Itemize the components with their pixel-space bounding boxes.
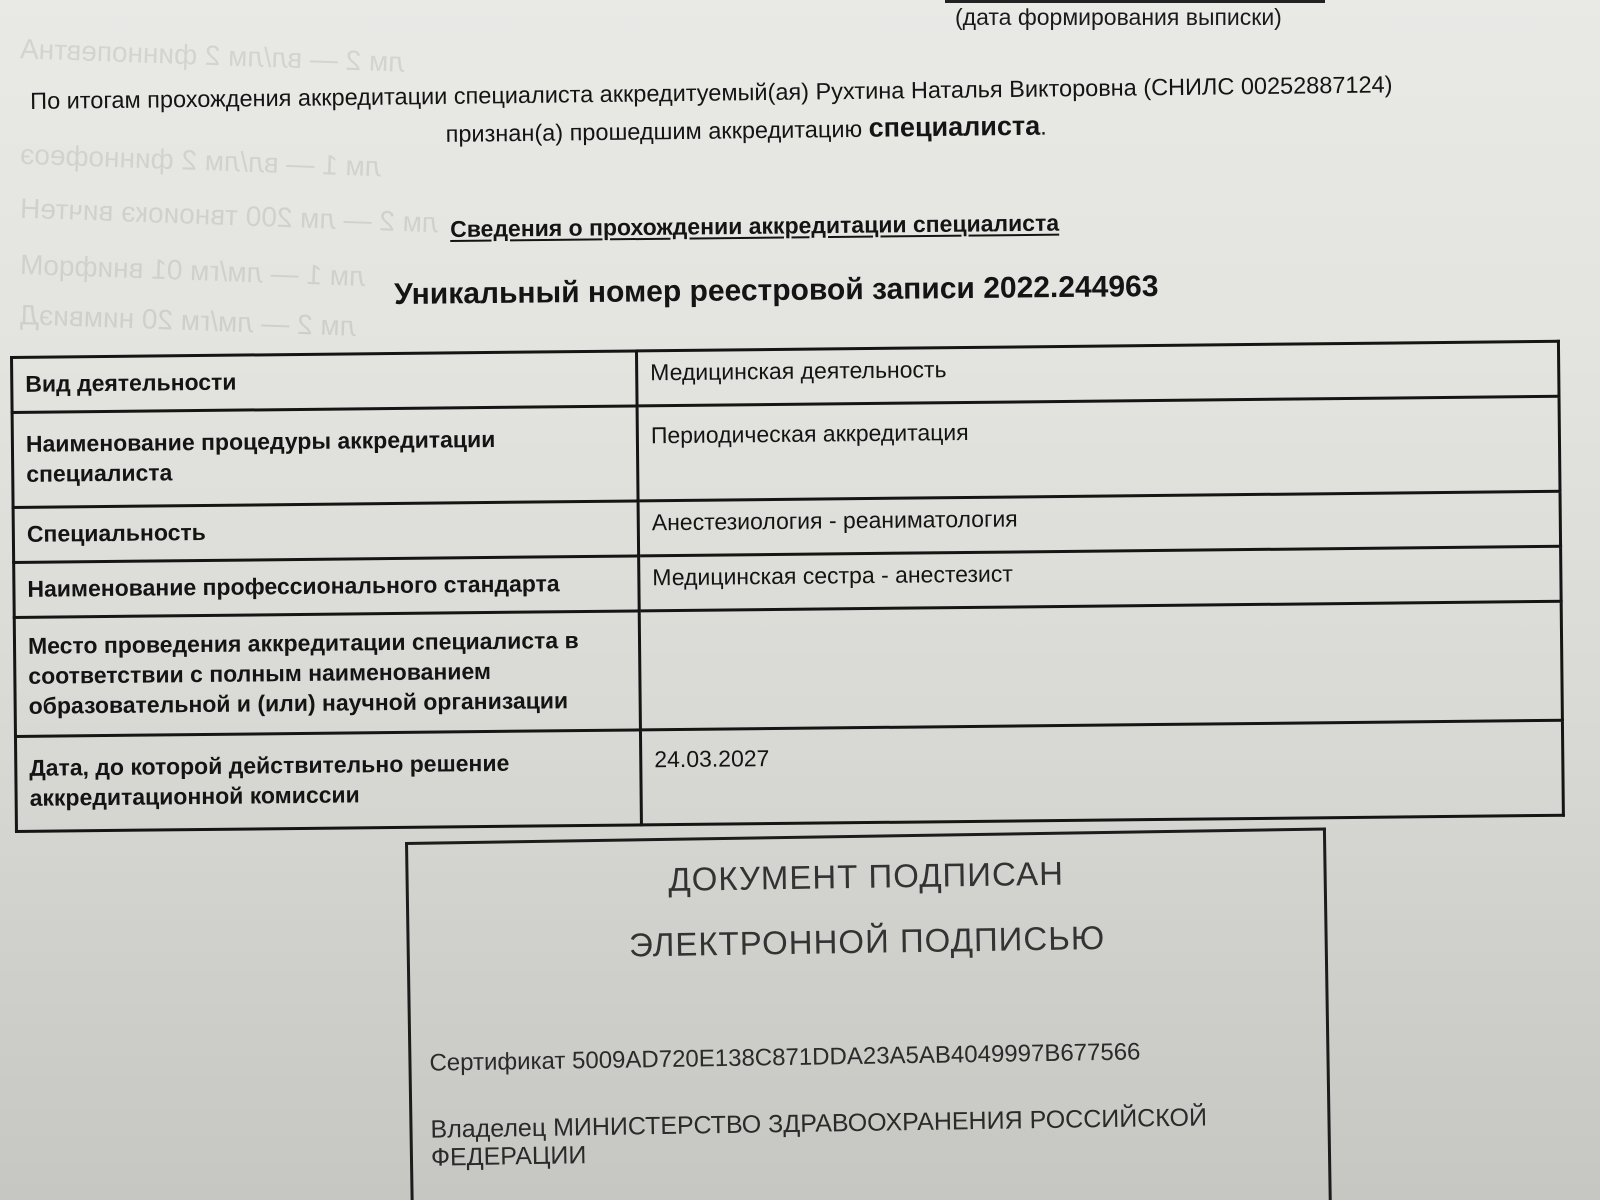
row-value: 24.03.2027 — [640, 720, 1563, 825]
row-value: Периодическая аккредитация — [637, 396, 1560, 501]
table-row — [12, 396, 1560, 507]
stamp-heading-line-1: ДОКУМЕНТ ПОДПИСАН — [668, 854, 1065, 898]
stamp-heading-line-2: ЭЛЕКТРОННОЙ ПОДПИСЬЮ — [628, 919, 1106, 964]
row-label: Специальность — [13, 501, 639, 563]
table-row — [15, 720, 1563, 831]
bleed-through-text: лм 2 — вл/лм 2 финнопевтнА — [19, 33, 406, 78]
row-label: Наименование процедуры аккредитации специалиста — [12, 406, 638, 508]
accreditation-table — [10, 340, 1565, 833]
row-label: Вид деятельности — [12, 351, 638, 413]
intro-paragraph — [30, 65, 1551, 158]
formed-date-caption: (дата формирования выписки) — [955, 4, 1282, 30]
row-value: Анестезиология - реаниматология — [638, 491, 1561, 556]
table-row — [14, 601, 1562, 736]
intro-line-2: признан(а) прошедшим аккредитацию специалиста. — [445, 110, 1047, 147]
section-title: Сведения о прохождении аккредитации специалиста — [450, 209, 1060, 242]
row-label: Дата, до которой действительно решение аккредитационной комиссии — [15, 730, 641, 832]
stamp-certificate: Сертификат 5009AD720E138C871DDA23A5AB4049997B677566 — [429, 1038, 1141, 1077]
row-label: Наименование профессионального стандарта — [14, 556, 640, 618]
row-value: Медицинская сестра - анестезист — [639, 546, 1562, 611]
row-value: Медицинская деятельность — [636, 341, 1559, 406]
row-label: Место проведения аккредитации специалиста в соответствии с полным наименованием образовательной и (или) научной организации — [14, 611, 640, 737]
bleed-through-text: лм 1 — вл/лм 2 финнофеоэ — [19, 138, 382, 183]
intro-emphasis: специалиста — [868, 110, 1041, 143]
date-underline — [945, 0, 1325, 3]
stamp-owner: Владелец МИНИСТЕРСТВО ЗДРАВООХРАНЕНИЯ РОССИЙСКОЙ ФЕДЕРАЦИИ — [430, 1103, 1208, 1172]
registry-number: Уникальный номер реестровой записи 2022.244963 — [394, 269, 1159, 311]
row-value — [639, 601, 1562, 730]
e-signature-stamp — [405, 828, 1333, 1200]
bleed-through-text: лм 2 — лм/гм 20 нимвиэД — [19, 299, 357, 342]
bleed-through-text: лм 2 — лм 200 твноиокэ вичтеН — [19, 192, 439, 239]
bleed-through-text: лм 1 — лм/гм 01 внифqоМ — [19, 248, 366, 293]
intro-line-1: По итогам прохождения аккредитации специалиста аккредитуемый(ая) Рухтина Наталья Викторовна (СНИЛС 00252887124) — [30, 71, 1393, 114]
